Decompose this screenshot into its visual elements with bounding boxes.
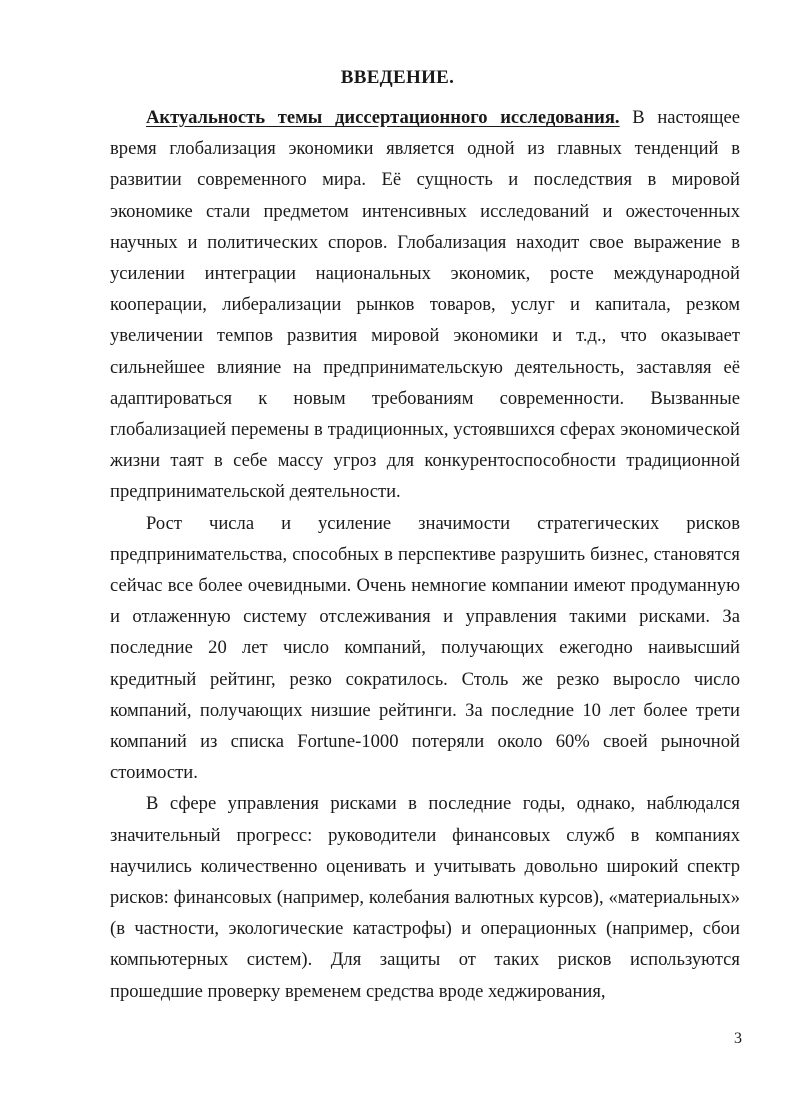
document-body — [110, 102, 740, 1007]
section-heading: Актуальность темы диссертационного исследования. — [146, 107, 620, 128]
paragraph-2: Рост числа и усиление значимости стратегических рисков предпринимательства, способных в перспективе разрушить бизнес, становятся сейчас все более очевидными. Очень немногие компании имеют продуманную и отлаженную систему отслеживания и управления такими рисками. За последние 20 лет число компаний, получающих ежегодно наивысший кредитный рейтинг, резко сократилось. Столь же резко выросло число компаний, получающих низшие рейтинги. За последние 10 лет более трети компаний из списка Fortune-1000 потеряли около 60% своей рыночной стоимости. — [110, 512, 740, 784]
paragraph-1-text: В настоящее время глобализация экономики является одной из главных тенденций в развитии современного мира. Её сущность и последствия в мировой экономике стали предметом интенсивных исследований и ожесточенных научных и политических споров. Глобализация находит свое выражение в усилении интеграции национальных экономик, росте международной кооперации, либерализации рынков товаров, услуг и капитала, резком увеличении темпов развития мировой экономики и т.д., что оказывает сильнейшее влияние на предпринимательскую деятельность, заставляя её адаптироваться к новым требованиям современности. Вызванные глобализацией перемены в традиционных, устоявшихся сферах экономической жизни таят в себе массу угроз для конкурентоспособности традиционной предпринимательской деятельности. — [110, 107, 741, 503]
page-number: 3 — [734, 1030, 742, 1047]
paragraph-1 — [110, 102, 740, 508]
paragraph-3: В сфере управления рисками в последние годы, однако, наблюдался значительный прогресс: руководители финансовых служб в компаниях научились количественно оценивать и учитывать довольно широкий спектр рисков: финансовых (например, колебания валютных курсов), «материальных» (в частности, экологические катастрофы) и операционных (например, сбои компьютерных систем). Для защиты от таких рисков используются прошедшие проверку временем средства вроде хеджирования, — [110, 793, 740, 1002]
page-title: ВВЕДЕНИЕ. — [340, 67, 455, 88]
